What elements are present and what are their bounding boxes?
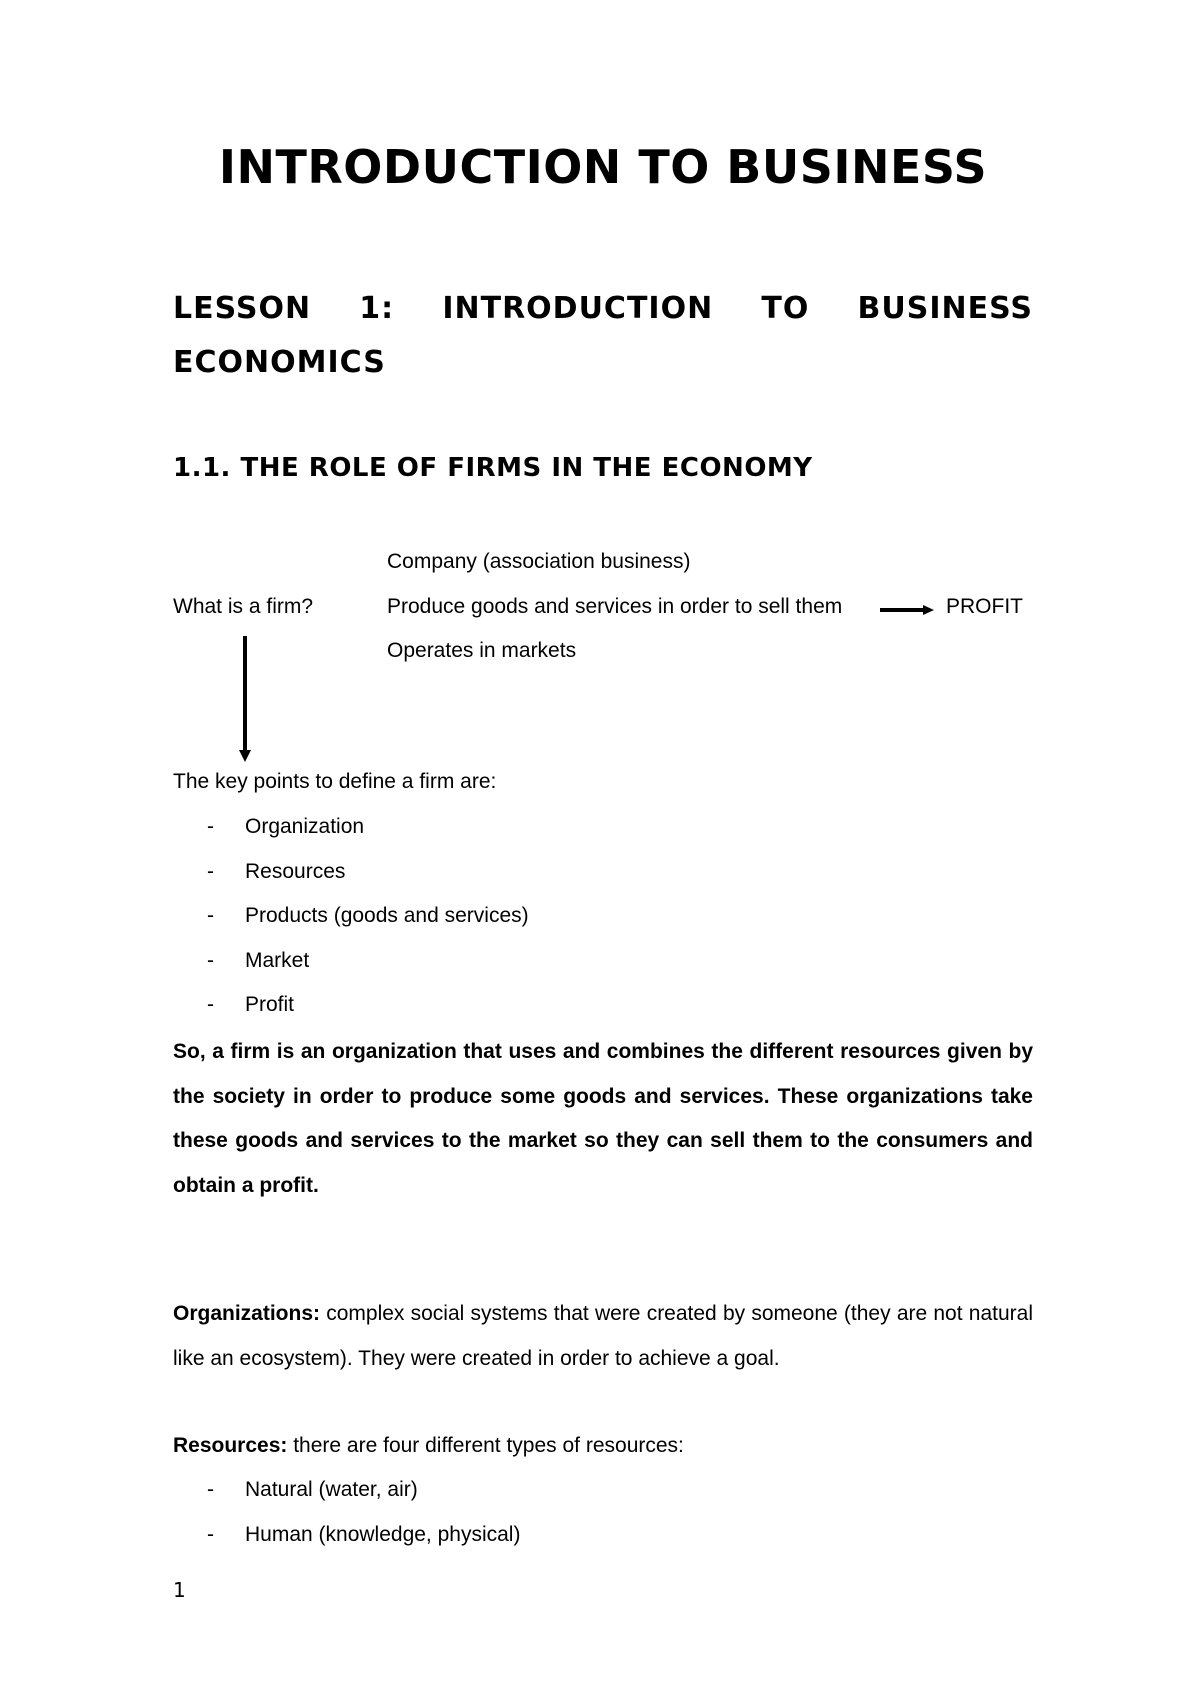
page-number: 1	[173, 1578, 186, 1602]
organizations-text: complex social systems that were created by someone (they are not natural like an ecosystem). They were created in order to achieve a goal.	[173, 1302, 1033, 1370]
list-item	[207, 805, 529, 850]
list-bullet: -	[207, 993, 214, 1016]
section-title: 1.1. THE ROLE OF FIRMS IN THE ECONOMY	[173, 453, 813, 483]
list-bullet: -	[207, 815, 214, 838]
list-bullet: -	[207, 948, 214, 972]
key-points-list	[207, 805, 529, 1028]
key-point-label: Resources	[245, 859, 346, 883]
right-arrow-icon	[880, 604, 934, 616]
organizations-paragraph	[173, 1292, 1033, 1381]
list-item	[207, 894, 529, 939]
list-item	[207, 1513, 520, 1558]
key-point-label: Organization	[245, 815, 365, 838]
firm-definition-markets: Operates in markets	[387, 639, 577, 662]
list-bullet: -	[207, 859, 214, 883]
lesson-title: LESSON 1: INTRODUCTION TO BUSINESS ECONOMICS	[173, 291, 1033, 380]
list-item	[207, 983, 529, 1028]
list-bullet: -	[207, 904, 214, 927]
list-bullet: -	[207, 1522, 214, 1546]
firm-question: What is a firm?	[173, 595, 314, 618]
list-item	[207, 939, 529, 984]
organizations-term: Organizations:	[173, 1302, 321, 1325]
document-title: INTRODUCTION TO BUSINESS	[218, 140, 988, 194]
list-item	[207, 1468, 520, 1513]
resources-paragraph	[173, 1424, 1033, 1469]
key-point-label: Profit	[245, 993, 295, 1016]
firm-definition-produce: Produce goods and services in order to sell them	[387, 595, 843, 618]
key-points-intro: The key points to define a firm are:	[173, 770, 497, 793]
list-bullet: -	[207, 1478, 214, 1501]
firm-definition-company: Company (association business)	[387, 550, 691, 573]
resource-label: Human (knowledge, physical)	[245, 1522, 521, 1546]
down-arrow-icon	[238, 636, 252, 762]
key-point-label: Market	[245, 948, 310, 972]
firm-definition-paragraph: So, a firm is an organization that uses and combines the different resources given by the society in order to produce some goods and services. These organizations take these goods and services to the market so they can sell them to the consumers and obtain a profit.	[173, 1040, 1033, 1197]
resources-list	[207, 1468, 520, 1557]
resources-term: Resources:	[173, 1434, 288, 1457]
resources-text: there are four different types of resources:	[287, 1434, 684, 1457]
list-item	[207, 850, 529, 895]
firm-profit-label: PROFIT	[946, 595, 1023, 618]
key-point-label: Products (goods and services)	[245, 904, 529, 927]
resource-label: Natural (water, air)	[245, 1478, 418, 1501]
